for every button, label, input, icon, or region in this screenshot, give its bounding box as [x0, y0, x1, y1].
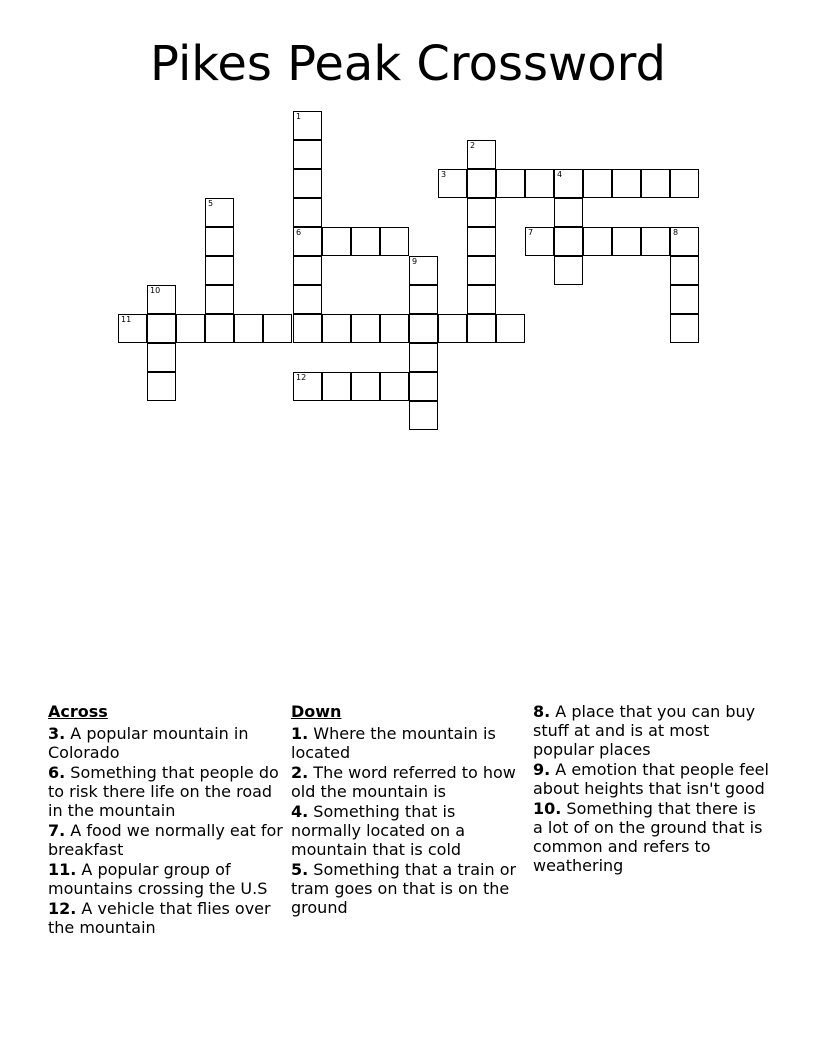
- cell-number: 7: [528, 228, 534, 237]
- down-heading: Down: [291, 702, 342, 721]
- crossword-cell[interactable]: [176, 314, 205, 343]
- crossword-cell[interactable]: [205, 227, 234, 256]
- crossword-cell[interactable]: [322, 314, 351, 343]
- clue-item: [533, 702, 769, 759]
- clue-item: [291, 724, 521, 762]
- clue-text: A place that you can buy stuff at and is at most popular places: [533, 702, 756, 759]
- clue-item: [48, 724, 284, 762]
- clue-text: Something that a train or tram goes on that is on the ground: [291, 860, 517, 917]
- down-clues-continued: [533, 702, 769, 876]
- cell-number: 2: [470, 141, 476, 150]
- crossword-cell[interactable]: [641, 169, 670, 198]
- clue-number: 11.: [48, 860, 77, 879]
- crossword-cell[interactable]: [670, 227, 699, 256]
- crossword-cell[interactable]: [670, 285, 699, 314]
- crossword-cell[interactable]: [293, 198, 322, 227]
- page-title: Pikes Peak Crossword: [150, 36, 666, 92]
- clue-text: Something that is normally located on a mountain that is cold: [291, 802, 466, 859]
- crossword-cell[interactable]: [409, 343, 438, 372]
- crossword-cell[interactable]: [409, 285, 438, 314]
- crossword-cell[interactable]: [293, 372, 322, 401]
- crossword-cell[interactable]: [293, 140, 322, 169]
- crossword-cell[interactable]: [496, 169, 525, 198]
- across-clues: [48, 702, 284, 938]
- crossword-cell[interactable]: [351, 372, 380, 401]
- crossword-cell[interactable]: [293, 314, 322, 343]
- crossword-cell[interactable]: [293, 227, 322, 256]
- clue-number: 5.: [291, 860, 309, 879]
- cell-number: 8: [673, 228, 679, 237]
- clue-item: [291, 802, 521, 859]
- clue-text: Something that people do to risk there life on the road in the mountain: [48, 763, 279, 820]
- cell-number: 12: [296, 373, 307, 382]
- cell-number: 9: [412, 257, 418, 266]
- crossword-cell[interactable]: [351, 227, 380, 256]
- crossword-cell[interactable]: [670, 169, 699, 198]
- crossword-cell[interactable]: [438, 169, 467, 198]
- clue-number: 8.: [533, 702, 551, 721]
- clue-text: A popular mountain in Colorado: [48, 724, 249, 762]
- crossword-cell[interactable]: [205, 285, 234, 314]
- cell-number: 3: [441, 170, 447, 179]
- crossword-cell[interactable]: [554, 227, 583, 256]
- crossword-cell[interactable]: [147, 372, 176, 401]
- cell-number: 1: [296, 112, 302, 121]
- crossword-cell[interactable]: [670, 256, 699, 285]
- crossword-cell[interactable]: [351, 314, 380, 343]
- crossword-cell[interactable]: [205, 314, 234, 343]
- crossword-cell[interactable]: [554, 198, 583, 227]
- crossword-cell[interactable]: [263, 314, 292, 343]
- clue-number: 4.: [291, 802, 309, 821]
- crossword-cell[interactable]: [467, 285, 496, 314]
- clue-number: 3.: [48, 724, 66, 743]
- cell-number: 11: [121, 315, 132, 324]
- crossword-cell[interactable]: [380, 372, 409, 401]
- clue-item: [48, 860, 284, 898]
- clue-text: A food we normally eat for breakfast: [48, 821, 283, 859]
- crossword-cell[interactable]: [670, 314, 699, 343]
- crossword-grid: [0, 0, 816, 440]
- crossword-cell[interactable]: [409, 256, 438, 285]
- crossword-cell[interactable]: [467, 227, 496, 256]
- clue-item: [291, 763, 521, 801]
- clue-text: Where the mountain is located: [291, 724, 496, 762]
- clue-number: 9.: [533, 760, 551, 779]
- crossword-cell[interactable]: [293, 256, 322, 285]
- crossword-cell[interactable]: [554, 256, 583, 285]
- crossword-cell[interactable]: [583, 227, 612, 256]
- crossword-cell[interactable]: [409, 372, 438, 401]
- crossword-cell[interactable]: [322, 227, 351, 256]
- clue-item: [48, 763, 284, 820]
- crossword-cell[interactable]: [467, 256, 496, 285]
- crossword-cell[interactable]: [554, 169, 583, 198]
- clue-number: 1.: [291, 724, 309, 743]
- crossword-cell[interactable]: [525, 169, 554, 198]
- crossword-cell[interactable]: [322, 372, 351, 401]
- clue-number: 7.: [48, 821, 66, 840]
- crossword-cell[interactable]: [641, 227, 670, 256]
- crossword-cell[interactable]: [118, 314, 147, 343]
- clue-text: A emotion that people feel about heights that isn't good: [533, 760, 769, 798]
- cell-number: 5: [208, 199, 214, 208]
- crossword-cell[interactable]: [293, 169, 322, 198]
- cell-number: 4: [557, 170, 563, 179]
- crossword-cell[interactable]: [467, 140, 496, 169]
- clue-number: 10.: [533, 799, 562, 818]
- crossword-cell[interactable]: [467, 198, 496, 227]
- cell-number: 10: [150, 286, 161, 295]
- crossword-cell[interactable]: [612, 227, 641, 256]
- crossword-cell[interactable]: [525, 227, 554, 256]
- crossword-cell[interactable]: [583, 169, 612, 198]
- clue-text: The word referred to how old the mountain is: [291, 763, 516, 801]
- clue-text: A popular group of mountains crossing the U.S: [48, 860, 268, 898]
- clue-number: 2.: [291, 763, 309, 782]
- crossword-cell[interactable]: [147, 314, 176, 343]
- crossword-cell[interactable]: [380, 227, 409, 256]
- crossword-cell[interactable]: [293, 111, 322, 140]
- clue-text: A vehicle that flies over the mountain: [48, 899, 271, 937]
- crossword-cell[interactable]: [380, 314, 409, 343]
- crossword-cell[interactable]: [612, 169, 641, 198]
- clue-item: [48, 899, 284, 937]
- crossword-cell[interactable]: [409, 314, 438, 343]
- crossword-cell[interactable]: [467, 169, 496, 198]
- clue-item: [533, 760, 769, 798]
- clue-item: [48, 821, 284, 859]
- crossword-cell[interactable]: [467, 314, 496, 343]
- crossword-cell[interactable]: [147, 343, 176, 372]
- cell-number: 6: [296, 228, 302, 237]
- down-clues: [291, 702, 521, 918]
- clue-item: [291, 860, 521, 917]
- clue-number: 6.: [48, 763, 66, 782]
- crossword-cell[interactable]: [234, 314, 263, 343]
- crossword-cell[interactable]: [293, 285, 322, 314]
- clue-item: [533, 799, 769, 875]
- crossword-cell[interactable]: [147, 285, 176, 314]
- crossword-cell[interactable]: [496, 314, 525, 343]
- across-heading: Across: [48, 702, 108, 721]
- crossword-cell[interactable]: [205, 198, 234, 227]
- crossword-cell[interactable]: [409, 401, 438, 430]
- clue-number: 12.: [48, 899, 77, 918]
- crossword-cell[interactable]: [438, 314, 467, 343]
- crossword-cell[interactable]: [205, 256, 234, 285]
- clue-text: Something that there is a lot of on the ground that is common and refers to weathering: [533, 799, 763, 875]
